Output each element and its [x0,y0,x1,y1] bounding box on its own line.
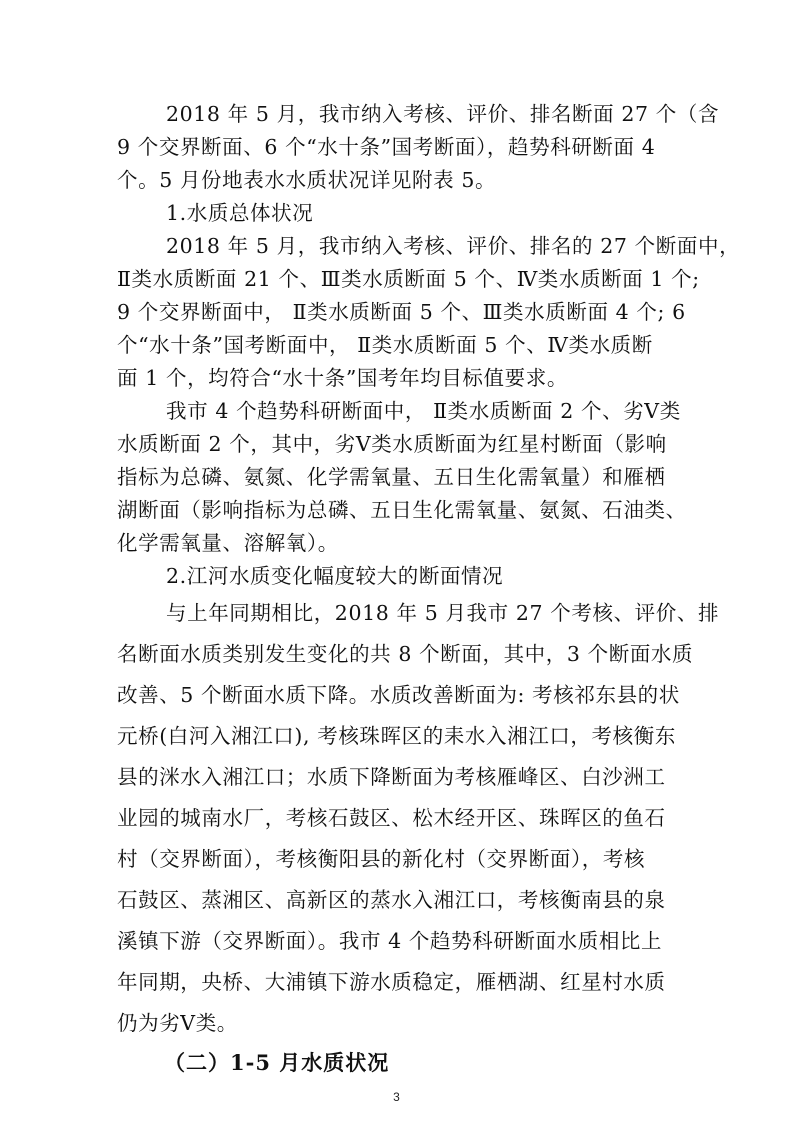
text-line: 湖断面（影响指标为总磷、五日生化需氧量、氨氮、石油类、 [117,498,687,522]
text-line: 仍为劣Ⅴ类。 [117,1011,238,1035]
text-line: 水质断面 2 个，其中，劣Ⅴ类水质断面为红星村断面（影响 [117,432,667,456]
text-line: 9 个交界断面、6 个“水十条”国考断面），趋势科研断面 4 [117,135,656,159]
text-line: 个“水十条”国考断面中， Ⅱ类水质断面 5 个、Ⅳ类水质断 [117,333,653,357]
text-line: 元桥(白河入湘江口), 考核珠晖区的耒水入湘江口，考核衡东 [117,724,676,748]
page-number: 3 [393,1090,400,1104]
text-line: 面 1 个，均符合“水十条”国考年均目标值要求。 [117,366,568,390]
text-line: 我市 4 个趋势科研断面中， Ⅱ类水质断面 2 个、劣Ⅴ类 [166,399,681,423]
text-line: 2018 年 5 月，我市纳入考核、评价、排名断面 27 个（含 [166,102,720,126]
text-line: 年同期，央桥、大浦镇下游水质稳定，雁栖湖、红星村水质 [117,970,666,994]
text-line: Ⅱ类水质断面 21 个、Ⅲ类水质断面 5 个、Ⅳ类水质断面 1 个; [117,267,700,291]
text-line: 溪镇下游（交界断面）。我市 4 个趋势科研断面水质相比上 [117,929,663,953]
text-line: 名断面水质类别发生变化的共 8 个断面，其中，3 个断面水质 [117,642,694,666]
text-line: 9 个交界断面中， Ⅱ类水质断面 5 个、Ⅲ类水质断面 4 个; 6 [117,300,686,324]
text-line: 改善、5 个断面水质下降。水质改善断面为: 考核祁东县的状 [117,683,680,707]
section-heading: （二）1-5 月水质状况 [164,1050,390,1075]
text-line: 石鼓区、蒸湘区、高新区的蒸水入湘江口，考核衡南县的泉 [117,888,666,912]
text-line: 指标为总磷、氨氮、化学需氧量、五日生化需氧量）和雁栖 [117,465,666,489]
subheading: 1.水质总体状况 [166,201,314,225]
text-line: 村（交界断面），考核衡阳县的新化村（交界断面），考核 [117,847,646,871]
text-line: 与上年同期相比，2018 年 5 月我市 27 个考核、评价、排 [166,601,720,625]
text-line: 业园的城南水厂，考核石鼓区、松木经开区、珠晖区的鱼石 [117,806,666,830]
text-line: 化学需氧量、溶解氧）。 [117,531,339,555]
subheading: 2.江河水质变化幅度较大的断面情况 [166,564,504,588]
text-line: 2018 年 5 月，我市纳入考核、评价、排名的 27 个断面中， [166,234,741,258]
text-line: 县的洣水入湘江口；水质下降断面为考核雁峰区、白沙洲工 [117,765,666,789]
text-line: 个。5 月份地表水水质状况详见附表 5。 [117,168,497,192]
